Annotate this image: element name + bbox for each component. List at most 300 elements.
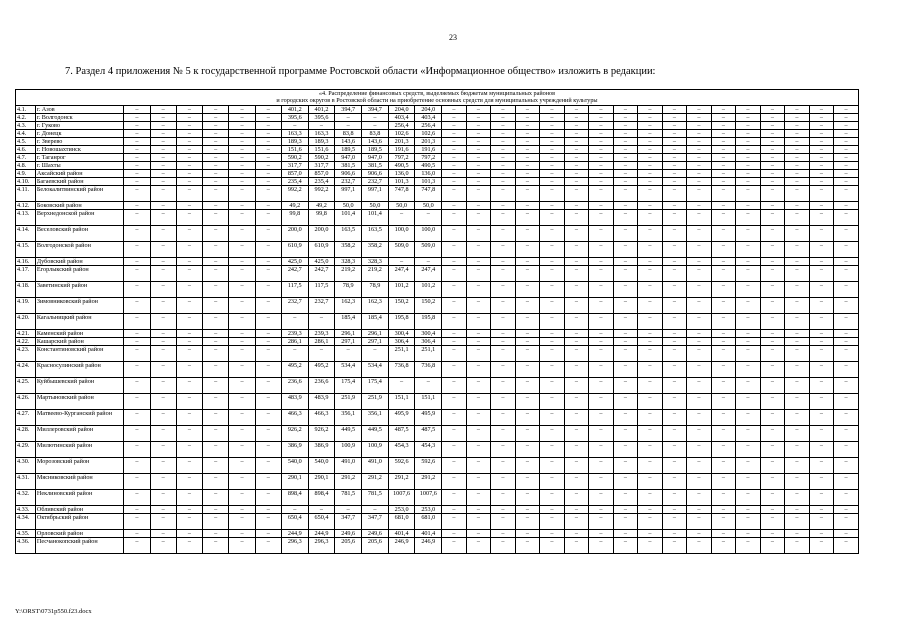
empty-cell: – [589,106,614,114]
empty-cell: – [540,210,565,226]
empty-cell: – [662,458,687,474]
table-row [16,426,859,442]
empty-cell: – [687,362,712,378]
empty-cell: – [736,298,761,314]
empty-cell: – [515,490,540,506]
empty-cell: – [564,210,589,226]
empty-cell: – [589,458,614,474]
empty-cell: – [711,242,736,258]
value-cell: 246,9 [415,538,442,554]
empty-cell: – [687,530,712,538]
empty-cell: – [834,178,859,186]
empty-cell: – [809,258,834,266]
empty-cell: – [834,426,859,442]
empty-cell: – [613,106,638,114]
empty-cell: – [203,154,229,162]
empty-cell: – [736,114,761,122]
empty-cell: – [785,266,810,282]
empty-cell: – [564,186,589,202]
empty-cell: – [687,202,712,210]
empty-cell: – [150,530,176,538]
empty-cell: – [687,314,712,330]
empty-cell: – [442,146,467,154]
empty-cell: – [515,378,540,394]
value-cell: 189,3 [281,138,308,146]
empty-cell: – [809,474,834,490]
empty-cell: – [491,338,516,346]
table-row [16,330,859,338]
value-cell: 101,2 [415,282,442,298]
value-cell: 317,7 [281,162,308,170]
empty-cell: – [203,506,229,514]
empty-cell: – [442,282,467,298]
empty-cell: – [176,138,202,146]
empty-cell: – [687,282,712,298]
empty-cell: – [229,442,255,458]
empty-cell: – [809,282,834,298]
empty-cell: – [638,314,663,330]
empty-cell: – [687,266,712,282]
empty-cell: – [255,106,281,114]
value-cell: 189,5 [335,146,362,154]
table-row [16,130,859,138]
empty-cell: – [176,314,202,330]
empty-cell: – [466,210,491,226]
value-cell: 244,9 [308,530,335,538]
value-cell: 175,4 [335,378,362,394]
empty-cell: – [124,170,150,178]
row-number: 4.36. [16,538,36,554]
empty-cell: – [613,530,638,538]
table-row [16,378,859,394]
empty-cell: – [176,154,202,162]
empty-cell: – [613,458,638,474]
empty-cell: – [255,178,281,186]
empty-cell: – [564,506,589,514]
empty-cell: – [255,442,281,458]
empty-cell: – [203,170,229,178]
empty-cell: – [442,154,467,162]
empty-cell: – [540,170,565,178]
value-cell: 136,0 [388,170,415,178]
empty-cell: – [760,114,785,122]
empty-cell: – [442,266,467,282]
empty-cell: – [442,514,467,530]
empty-cell: – [150,538,176,554]
empty-cell: – [687,298,712,314]
row-number: 4.26. [16,394,36,410]
empty-cell: – [150,138,176,146]
value-cell: 296,1 [335,330,362,338]
empty-cell: – [255,114,281,122]
empty-cell: – [124,114,150,122]
empty-cell: – [515,186,540,202]
empty-cell: – [687,258,712,266]
empty-cell: – [662,162,687,170]
empty-cell: – [809,106,834,114]
municipality-name: Песчанокопский район [35,538,123,554]
empty-cell: – [638,226,663,242]
value-cell: 249,6 [335,530,362,538]
empty-cell: – [255,458,281,474]
table-row [16,170,859,178]
empty-cell: – [442,490,467,506]
empty-cell: – [589,474,614,490]
value-cell: 191,6 [388,146,415,154]
empty-cell: – [255,330,281,338]
empty-cell: – [711,266,736,282]
empty-cell: – [711,178,736,186]
empty-cell: – [466,242,491,258]
empty-cell: – [176,226,202,242]
value-cell: 300,4 [415,330,442,338]
value-cell: 781,5 [362,490,389,506]
empty-cell: – [711,378,736,394]
value-cell: 736,8 [388,362,415,378]
empty-cell: – [564,530,589,538]
empty-cell: – [564,170,589,178]
row-number: 4.7. [16,154,36,162]
empty-cell: – [638,378,663,394]
empty-cell: – [515,506,540,514]
empty-cell: – [229,426,255,442]
empty-cell: – [736,122,761,130]
empty-cell: – [613,146,638,154]
empty-cell: – [491,530,516,538]
empty-cell: – [687,114,712,122]
empty-cell: – [124,378,150,394]
value-cell: 483,9 [308,394,335,410]
empty-cell: – [150,362,176,378]
value-cell: – [415,210,442,226]
empty-cell: – [662,266,687,282]
empty-cell: – [711,298,736,314]
empty-cell: – [124,362,150,378]
row-number: 4.10. [16,178,36,186]
value-cell: 191,6 [415,146,442,154]
value-cell: 926,2 [308,426,335,442]
empty-cell: – [124,106,150,114]
municipality-name: Аксайский район [35,170,123,178]
value-cell: 143,6 [335,138,362,146]
empty-cell: – [229,242,255,258]
value-cell: 466,3 [281,410,308,426]
empty-cell: – [442,394,467,410]
empty-cell: – [613,170,638,178]
empty-cell: – [229,298,255,314]
empty-cell: – [491,226,516,242]
value-cell: 249,6 [362,530,389,538]
empty-cell: – [613,442,638,458]
empty-cell: – [229,314,255,330]
empty-cell: – [736,378,761,394]
value-cell: 381,5 [362,162,389,170]
empty-cell: – [255,346,281,362]
empty-cell: – [834,490,859,506]
empty-cell: – [442,162,467,170]
empty-cell: – [150,114,176,122]
value-cell: 781,5 [335,490,362,506]
empty-cell: – [491,458,516,474]
empty-cell: – [638,442,663,458]
empty-cell: – [515,282,540,298]
empty-cell: – [564,282,589,298]
municipality-name: Верхнедонской район [35,210,123,226]
value-cell: – [388,258,415,266]
value-cell: 219,2 [335,266,362,282]
value-cell: 906,6 [362,170,389,178]
empty-cell: – [638,338,663,346]
value-cell: 101,4 [362,210,389,226]
empty-cell: – [785,530,810,538]
empty-cell: – [540,514,565,530]
value-cell: 386,9 [281,442,308,458]
empty-cell: – [255,258,281,266]
row-number: 4.33. [16,506,36,514]
empty-cell: – [736,346,761,362]
empty-cell: – [466,282,491,298]
value-cell: 997,1 [362,186,389,202]
empty-cell: – [150,154,176,162]
value-cell: 204,0 [388,106,415,114]
empty-cell: – [809,490,834,506]
value-cell: 347,7 [335,514,362,530]
empty-cell: – [809,178,834,186]
empty-cell: – [687,210,712,226]
empty-cell: – [809,458,834,474]
value-cell: 650,4 [281,514,308,530]
empty-cell: – [736,130,761,138]
value-cell: 898,4 [281,490,308,506]
empty-cell: – [540,130,565,138]
table-caption [16,90,859,106]
empty-cell: – [203,474,229,490]
empty-cell: – [466,338,491,346]
empty-cell: – [589,490,614,506]
empty-cell: – [809,330,834,338]
value-cell: 403,4 [388,114,415,122]
empty-cell: – [491,378,516,394]
empty-cell: – [589,298,614,314]
value-cell: 200,0 [308,226,335,242]
empty-cell: – [809,210,834,226]
value-cell: 100,9 [362,442,389,458]
row-number: 4.1. [16,106,36,114]
empty-cell: – [255,154,281,162]
empty-cell: – [466,362,491,378]
empty-cell: – [662,210,687,226]
value-cell: 487,5 [388,426,415,442]
empty-cell: – [564,130,589,138]
empty-cell: – [176,162,202,170]
row-number: 4.27. [16,410,36,426]
municipality-name: Милютинский район [35,442,123,458]
municipality-name: Орловский район [35,530,123,538]
empty-cell: – [491,146,516,154]
empty-cell: – [176,458,202,474]
value-cell: 650,4 [308,514,335,530]
empty-cell: – [203,298,229,314]
empty-cell: – [124,178,150,186]
table-caption-row [16,90,859,106]
empty-cell: – [491,170,516,178]
empty-cell: – [229,538,255,554]
empty-cell: – [229,474,255,490]
empty-cell: – [809,394,834,410]
value-cell: 219,2 [362,266,389,282]
empty-cell: – [124,226,150,242]
empty-cell: – [662,538,687,554]
empty-cell: – [466,530,491,538]
value-cell: – [308,506,335,514]
empty-cell: – [466,178,491,186]
value-cell: 204,0 [415,106,442,114]
value-cell: 394,7 [335,106,362,114]
empty-cell: – [785,330,810,338]
empty-cell: – [613,130,638,138]
empty-cell: – [229,514,255,530]
empty-cell: – [540,474,565,490]
empty-cell: – [255,490,281,506]
empty-cell: – [760,146,785,154]
empty-cell: – [711,314,736,330]
value-cell: 395,6 [308,114,335,122]
empty-cell: – [564,298,589,314]
value-cell: 947,0 [335,154,362,162]
value-cell: 997,1 [335,186,362,202]
empty-cell: – [466,314,491,330]
empty-cell: – [687,106,712,114]
empty-cell: – [442,538,467,554]
empty-cell: – [515,458,540,474]
value-cell: 253,0 [388,506,415,514]
empty-cell: – [124,538,150,554]
empty-cell: – [229,226,255,242]
empty-cell: – [589,178,614,186]
empty-cell: – [203,410,229,426]
empty-cell: – [176,130,202,138]
empty-cell: – [834,130,859,138]
empty-cell: – [809,506,834,514]
empty-cell: – [834,458,859,474]
empty-cell: – [442,106,467,114]
empty-cell: – [760,106,785,114]
value-cell: 509,0 [415,242,442,258]
empty-cell: – [589,266,614,282]
empty-cell: – [687,330,712,338]
value-cell: 297,1 [335,338,362,346]
empty-cell: – [736,138,761,146]
empty-cell: – [613,394,638,410]
empty-cell: – [540,330,565,338]
empty-cell: – [809,114,834,122]
value-cell: 151,6 [281,146,308,154]
empty-cell: – [229,138,255,146]
empty-cell: – [176,122,202,130]
empty-cell: – [515,410,540,426]
value-cell: 201,3 [388,138,415,146]
empty-cell: – [785,490,810,506]
empty-cell: – [442,426,467,442]
empty-cell: – [564,242,589,258]
value-cell: 205,6 [335,538,362,554]
empty-cell: – [515,530,540,538]
value-cell: – [415,258,442,266]
empty-cell: – [540,394,565,410]
empty-cell: – [687,490,712,506]
empty-cell: – [613,426,638,442]
empty-cell: – [203,538,229,554]
value-cell: 381,5 [335,162,362,170]
empty-cell: – [150,210,176,226]
value-cell: 590,2 [308,154,335,162]
empty-cell: – [785,338,810,346]
empty-cell: – [176,394,202,410]
empty-cell: – [613,506,638,514]
empty-cell: – [589,202,614,210]
empty-cell: – [540,114,565,122]
empty-cell: – [589,122,614,130]
empty-cell: – [638,490,663,506]
empty-cell: – [785,106,810,114]
empty-cell: – [229,146,255,154]
empty-cell: – [564,114,589,122]
empty-cell: – [203,514,229,530]
empty-cell: – [687,178,712,186]
empty-cell: – [760,346,785,362]
empty-cell: – [442,114,467,122]
empty-cell: – [442,506,467,514]
empty-cell: – [662,298,687,314]
empty-cell: – [466,258,491,266]
empty-cell: – [638,266,663,282]
empty-cell: – [711,362,736,378]
empty-cell: – [466,410,491,426]
empty-cell: – [176,538,202,554]
empty-cell: – [638,346,663,362]
municipality-name: Матвеево-Курганский район [35,410,123,426]
empty-cell: – [466,186,491,202]
value-cell: 509,0 [388,242,415,258]
row-number: 4.2. [16,114,36,122]
row-number: 4.29. [16,442,36,458]
value-cell: – [362,346,389,362]
empty-cell: – [466,378,491,394]
empty-cell: – [564,266,589,282]
value-cell: 247,4 [415,266,442,282]
empty-cell: – [638,114,663,122]
empty-cell: – [150,442,176,458]
empty-cell: – [785,314,810,330]
empty-cell: – [255,362,281,378]
empty-cell: – [466,106,491,114]
empty-cell: – [736,178,761,186]
empty-cell: – [834,162,859,170]
empty-cell: – [176,186,202,202]
table-row [16,146,859,154]
empty-cell: – [760,282,785,298]
empty-cell: – [540,338,565,346]
empty-cell: – [760,338,785,346]
empty-cell: – [540,378,565,394]
empty-cell: – [834,186,859,202]
empty-cell: – [203,130,229,138]
empty-cell: – [613,258,638,266]
table-row [16,226,859,242]
value-cell: 242,7 [281,266,308,282]
municipality-name: Обливский район [35,506,123,514]
row-number: 4.35. [16,530,36,538]
